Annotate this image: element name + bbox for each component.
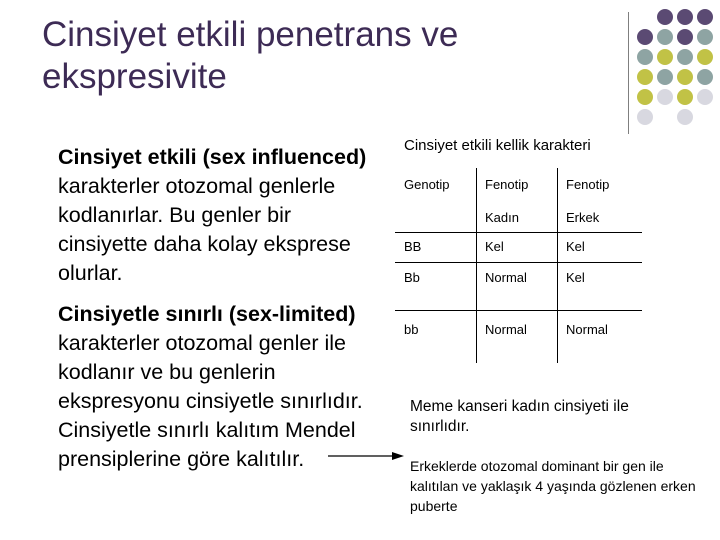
breast-cancer-note: Meme kanseri kadın cinsiyeti ile sınırlıdır. bbox=[410, 398, 629, 435]
early-puberty-note: Erkeklerde otozomal dominant bir gen ile kalıtılan ve yaklaşık 4 yaşında gözlenen erken puberte bbox=[410, 458, 696, 514]
decorative-dot bbox=[637, 89, 653, 105]
decorative-dot bbox=[657, 89, 673, 105]
decorative-dot bbox=[697, 89, 713, 105]
decorative-dot bbox=[637, 69, 653, 85]
decorative-dot bbox=[677, 69, 693, 85]
decorative-dot bbox=[697, 9, 713, 25]
row-hetero-genotype: Bb bbox=[404, 270, 420, 285]
table-rule bbox=[476, 168, 477, 363]
header-genotype: Genotip bbox=[404, 177, 450, 192]
decorative-dot bbox=[677, 9, 693, 25]
header-phenotype-female: Fenotip bbox=[485, 177, 529, 192]
row-bb-lower-female: Normal bbox=[485, 322, 527, 337]
sex-limited-paragraph bbox=[58, 300, 378, 474]
decorative-dot bbox=[657, 49, 673, 65]
sex-influenced-description: karakterler otozomal genlerle kodlanırlar. Bu genler bir cinsiyette daha kolay eksprese olurlar. bbox=[58, 174, 351, 285]
row-hetero-female: Normal bbox=[485, 270, 527, 285]
decorative-dot bbox=[657, 9, 673, 25]
arrow-right-icon bbox=[328, 449, 404, 463]
decorative-dot bbox=[697, 49, 713, 65]
row-bb-lower-genotype: bb bbox=[404, 322, 419, 337]
sex-limited-term: Cinsiyetle sınırlı (sex-limited) bbox=[58, 302, 356, 326]
decorative-dot bbox=[677, 109, 693, 125]
decorative-dot bbox=[657, 69, 673, 85]
row-bb-upper-male: Kel bbox=[566, 239, 585, 254]
decorative-dot bbox=[677, 29, 693, 45]
sex-limited-description: karakterler otozomal genler ile kodlanır ve bu genlerin ekspresyonu cinsiyetle sınırlıdır. Cinsiyetle sınırlı kalıtım Mendel prensiplerine göre kalıtılır. bbox=[58, 331, 363, 471]
header-phenotype-male: Fenotip bbox=[566, 177, 610, 192]
decorative-dot bbox=[657, 29, 673, 45]
table-rule bbox=[395, 262, 642, 263]
subheader-male: Erkek bbox=[566, 210, 600, 225]
table-rule bbox=[395, 310, 642, 311]
sex-influenced-term: Cinsiyet etkili (sex influenced) bbox=[58, 145, 367, 169]
row-bb-upper-female: Kel bbox=[485, 239, 504, 254]
decorative-dot bbox=[677, 49, 693, 65]
table-rule bbox=[557, 168, 558, 363]
row-bb-lower-male: Normal bbox=[566, 322, 608, 337]
decorative-divider bbox=[628, 12, 629, 134]
subheader-female: Kadın bbox=[485, 210, 519, 225]
decorative-dot bbox=[677, 89, 693, 105]
decorative-dot bbox=[697, 69, 713, 85]
sex-influenced-paragraph bbox=[58, 143, 378, 288]
table-title: Cinsiyet etkili kellik karakteri bbox=[404, 137, 591, 154]
slide-title: Cinsiyet etkili penetrans ve ekspresivite bbox=[42, 15, 459, 96]
decorative-dot bbox=[637, 49, 653, 65]
baldness-table bbox=[395, 168, 642, 363]
row-hetero-male: Kel bbox=[566, 270, 585, 285]
decorative-dot bbox=[637, 29, 653, 45]
decorative-dot bbox=[637, 109, 653, 125]
row-bb-upper-genotype: BB bbox=[404, 239, 422, 254]
table-rule bbox=[395, 232, 642, 233]
decorative-dot bbox=[697, 29, 713, 45]
